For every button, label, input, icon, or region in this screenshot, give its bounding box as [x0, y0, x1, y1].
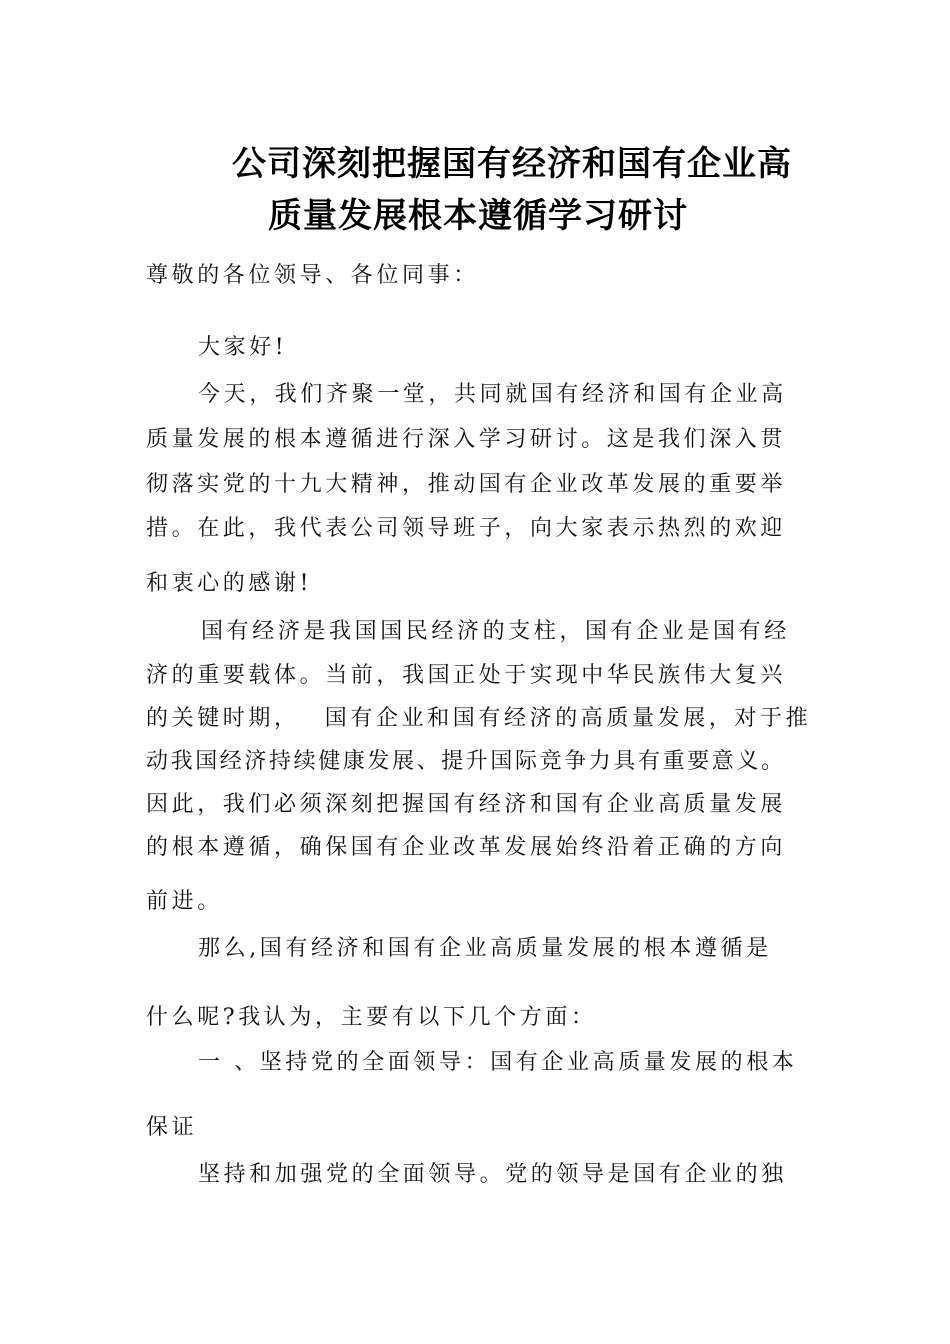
paragraph-2-line-7: 前进。	[146, 889, 223, 914]
paragraph-2-line-3: 的关键时期， 国有企业和国有经济的高质量发展，对于推	[146, 706, 812, 731]
salutation: 尊敬的各位领导、各位同事：	[146, 263, 479, 288]
paragraph-1-line-1: 今天，我们齐聚一堂，共同就国有经济和国有企业高	[198, 382, 787, 407]
paragraph-1-line-5: 和衷心的感谢!	[146, 571, 313, 596]
paragraph-2-line-4: 动我国经济持续健康发展、提升国际竞争力具有重要意义。	[146, 749, 786, 774]
paragraph-2-line-6: 的根本遵循，确保国有企业改革发展始终沿着正确的方向	[146, 835, 787, 860]
paragraph-2-line-5: 因此，我们必须深刻把握国有经济和国有企业高质量发展	[146, 792, 787, 817]
section-heading-line-1: 一 、坚持党的全面领导：国有企业高质量发展的根本	[198, 1050, 798, 1075]
paragraph-1-line-3: 彻落实党的十九大精神，推动国有企业改革发展的重要举	[146, 472, 787, 497]
paragraph-1-line-4: 措。在此，我代表公司领导班子，向大家表示热烈的欢迎	[146, 516, 787, 541]
document-title-line-1: 公司深刻把握国有经济和国有企业高	[232, 144, 792, 184]
paragraph-2-line-2: 济的重要载体。当前，我国正处于实现中华民族伟大复兴	[146, 663, 787, 688]
paragraph-1-line-2: 质量发展的根本遵循进行深入学习研讨。这是我们深入贯	[146, 427, 787, 452]
document-title-line-2: 质量发展根本遵循学习研讨	[268, 196, 688, 236]
paragraph-4-line-1: 坚持和加强党的全面领导。党的领导是国有企业的独	[198, 1162, 787, 1187]
greeting: 大家好!	[198, 335, 288, 360]
section-heading-line-2: 保证	[146, 1115, 198, 1140]
paragraph-3-line-1: 那么,国有经济和国有企业高质量发展的根本遵循是	[198, 936, 772, 961]
paragraph-3-line-2: 什么呢?我认为，主要有以下几个方面：	[146, 1005, 597, 1030]
paragraph-2-line-1: 国有经济是我国国民经济的支柱，国有企业是国有经	[201, 619, 790, 644]
